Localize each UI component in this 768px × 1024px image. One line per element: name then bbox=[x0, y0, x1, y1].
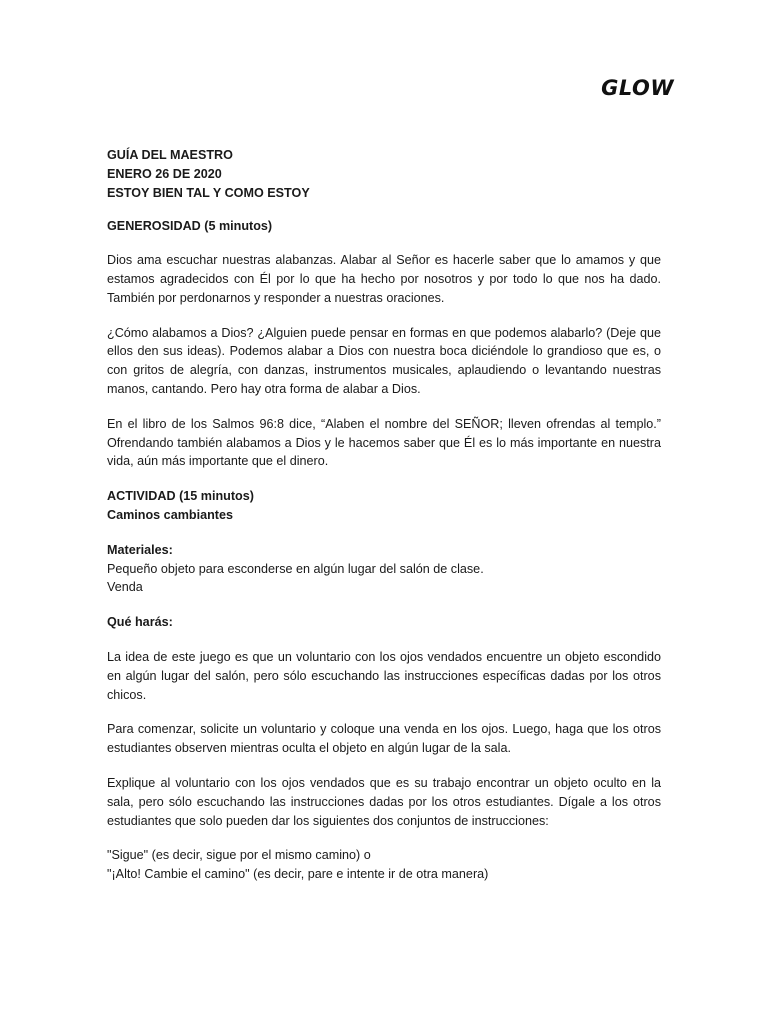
material-item-1: Pequeño objeto para esconderse en algún lugar del salón de clase. bbox=[107, 561, 484, 576]
que-haras-heading: Qué harás: bbox=[107, 615, 173, 630]
actividad-paragraph-1: La idea de este juego es que un voluntario con los ojos vendados encuentre un objeto escondido en algún lugar del salón, pero sólo escuchando las instrucciones específicas dadas por los otros chicos. bbox=[107, 649, 661, 702]
materiales-heading: Materiales: bbox=[107, 542, 173, 557]
spacer bbox=[107, 202, 661, 217]
spacer bbox=[107, 704, 661, 720]
generosidad-paragraph-2: ¿Cómo alabamos a Dios? ¿Alguien puede pensar en formas en que podemos alabarlo? (Deje que ellos den sus ideas). Podemos alabar a Dios con nuestra boca diciéndole lo grandioso que es, o con gritos de alegría, con danzas, instrumentos musicales, aplaudiendo o levantando nuestras manos, cantando. Pero hay otra forma de alabar a Dios. bbox=[107, 325, 661, 396]
doc-title-line-1: GUÍA DEL MAESTRO bbox=[107, 148, 233, 162]
material-item-2: Venda bbox=[107, 580, 143, 595]
instruction-item-1: "Sigue" (es decir, sigue por el mismo camino) o bbox=[107, 848, 371, 863]
actividad-paragraph-2: Para comenzar, solicite un voluntario y coloque una venda en los ojos. Luego, haga que los otros estudiantes observen mientras oculta el objeto en algún lugar de la sala. bbox=[107, 722, 661, 756]
doc-title-line-3: ESTOY BIEN TAL Y COMO ESTOY bbox=[107, 185, 310, 200]
spacer bbox=[107, 632, 661, 648]
doc-title-line-2: ENERO 26 DE 2020 bbox=[107, 166, 222, 181]
generosidad-paragraph-1: Dios ama escuchar nuestras alabanzas. Alabar al Señor es hacerle saber que lo amamos y que estamos agradecidos con Él por lo que ha hecho por nosotros y por todo lo que nos ha dado. También por perdonarnos y responder a nuestras oraciones. bbox=[107, 253, 661, 305]
document-body bbox=[107, 146, 661, 884]
spacer bbox=[107, 399, 661, 415]
spacer bbox=[107, 758, 661, 774]
generosidad-paragraph-3: En el libro de los Salmos 96:8 dice, “Alaben el nombre del SEÑOR; lleven ofrendas al templo.” Ofrendando también alabamos a Dios y le hacemos saber que Él es lo más importante en nuestra vida, aún más importante que el dinero. bbox=[107, 416, 661, 469]
actividad-heading: ACTIVIDAD (15 minutos) bbox=[107, 489, 254, 504]
generosidad-heading: GENEROSIDAD (5 minutos) bbox=[107, 219, 273, 234]
spacer bbox=[107, 597, 661, 613]
glow-logo: GLOW bbox=[601, 76, 674, 100]
instruction-item-2: "¡Alto! Cambie el camino" (es decir, pare e intente ir de otra manera) bbox=[107, 867, 489, 882]
spacer bbox=[107, 525, 661, 541]
spacer bbox=[107, 308, 661, 324]
actividad-subheading: Caminos cambiantes bbox=[107, 507, 233, 522]
spacer bbox=[107, 830, 661, 846]
spacer bbox=[107, 471, 661, 487]
spacer bbox=[107, 236, 661, 251]
actividad-paragraph-3: Explique al voluntario con los ojos vendados que es su trabajo encontrar un objeto oculto en la sala, pero sólo escuchando las instrucciones dadas por los otros estudiantes. Dígale a los otros estudiantes que solo pueden dar los siguientes dos conjuntos de instrucciones: bbox=[107, 775, 661, 828]
